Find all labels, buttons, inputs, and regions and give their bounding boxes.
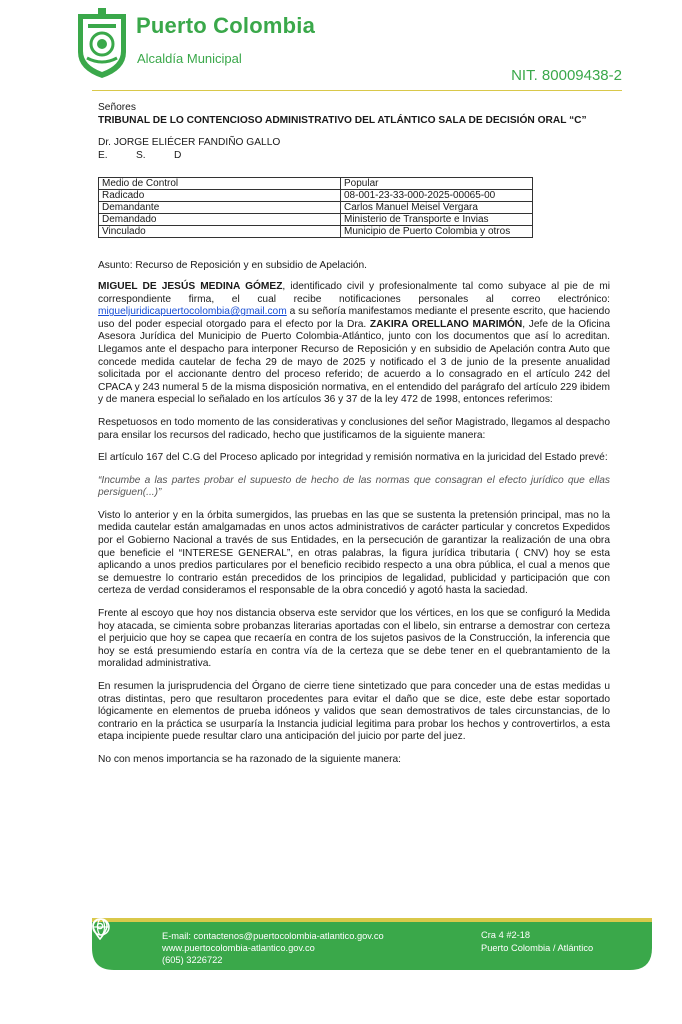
judge-name: Dr. JORGE ELIÉCER FANDIÑO GALLO: [98, 137, 281, 149]
letter-body: [98, 102, 610, 767]
asunto-line: Asunto: Recurso de Reposición y en subsidio de Apelación.: [98, 260, 368, 272]
paragraph-intro: [98, 281, 610, 407]
esd-s: S.: [136, 149, 146, 161]
municipal-shield-logo: [74, 8, 130, 80]
footer-phone: (605) 3226722: [162, 955, 223, 965]
brand-title: Puerto Colombia: [136, 13, 316, 38]
footer-address: [481, 929, 593, 955]
table-row: [99, 214, 533, 226]
table-value: Carlos Manuel Meisel Vergara: [341, 202, 533, 214]
table-value: Popular: [341, 178, 533, 190]
footer-address-line1: Cra 4 #2-18: [481, 930, 531, 940]
table-label: Vinculado: [99, 226, 341, 238]
table-row: [99, 190, 533, 202]
greeting: Señores: [98, 102, 136, 113]
author-name: MIGUEL DE JESÚS MEDINA GÓMEZ: [98, 280, 283, 292]
table-value: Municipio de Puerto Colombia y otros: [341, 226, 533, 238]
table-label: Demandante: [99, 202, 341, 214]
paragraph-4: Visto lo anterior y en la órbita sumergidos, las pruebas en las que se sustenta la pretensión principal, mas no la medida cautelar están amalgamadas en unos actos administrativos de carácter particular y concretos Expedidos por el Gobierno Nacional a través de sus Entidades, en la persecución de garantizar la realización de una obra que beneficie el “INTERESE GENERAL”, en otras palabras, la figura jurídica tributaria ( CNV) hoy se esta aplicando a unos predios particulares por el beneficio recibido respecto a una obra pública, el cual a menos que se demuestre lo contrario están precedidos de los principios de legalidad, publicidad y participación que con certeza de verdad consideramos el responsable de la obra concedió y agotó hasta la saciedad.: [98, 509, 610, 597]
brand-subtitle: Alcaldía Municipal: [137, 51, 242, 66]
nit-number: NIT. 80009438-2: [511, 67, 622, 84]
footer-website[interactable]: www.puertocolombia-atlantico.gov.co: [162, 943, 315, 953]
table-value: 08-001-23-33-000-2025-00065-00: [341, 190, 533, 202]
table-label: Medio de Control: [99, 178, 341, 190]
footer-address-line2: Puerto Colombia / Atlántico: [481, 943, 594, 953]
legal-quote: “Incumbe a las partes probar el supuesto de hecho de las normas que consagran el efecto jurídico que ellas persiguen(...)”: [98, 474, 610, 499]
paragraph-6: En resumen la jurisprudencia del Órgano de cierre tiene sintetizado que para conceder una de estas medidas u otras distintas, pero que resultaron procedentes para evitar el daño que se dice, este debe estar soportado lógicamente en elementos de prueba idóneos y validos que sean demostrativos de tales circunstancias, de lo contrario en la práctica se usurparía la Instancia judicial legitima para probar los hechos y controvertirlos, a esta etapa incipiente puede resultar claro una anticipación del juicio por parte del juez.: [98, 681, 610, 743]
table-row: [99, 226, 533, 238]
table-value: Ministerio de Transporte e Invias: [341, 214, 533, 226]
letterhead: [0, 0, 682, 95]
esd-line: [98, 150, 610, 163]
header-divider: [92, 90, 622, 91]
table-label: Demandado: [99, 214, 341, 226]
location-pin-icon: [92, 918, 108, 940]
table-row: [99, 178, 533, 190]
paragraph-3: El artículo 167 del C.G del Proceso aplicado por integridad y remisión normativa en la juricidad del Estado prevé:: [98, 452, 608, 464]
footer-email[interactable]: E-mail: contactenos@puertocolombia-atlantico.gov.co: [162, 931, 384, 941]
email-link[interactable]: migueljuridicapuertocolombia@gmail.com: [98, 306, 287, 318]
paragraph-5: Frente al escoyo que hoy nos distancia observa este servidor que los vértices, en los que se configuró la Medida hoy atacada, se cimienta sobre probanzas literarias aportadas con el libelo, sin entrarse a demostrar con certeza el perjuicio que hoy se capea que recaería en contra de los sujetos pasivos de la Construcción, la inferencia que hoy se está presumiendo estaría en contra vía de la certeza que se debe tener en el quebrantamiento de la moralidad administrativa.: [98, 608, 610, 670]
intro-text-c: , Jefe de la Oficina Asesora Jurídica del Municipio de Puerto Colombia-Atlántico, junto con los documentos que así lo acreditan. Llegamos ante el despacho para interponer Recurso de Reposición y en subsidio de Apelación contra Auto que concede medida cautelar de fecha 29 de mayo de 2025 y notificado el 3 de junio de la presente anualidad solicitada por el accionante dentro del proceso referido; de acuerdo a lo consagrado en el artículo 242 del CPACA y 243 numeral 5 de la misma disposición normativa, en el entendido del parágrafo del artículo 229 ibidem y de manera especial lo señalado en los artículos 36 y 37 de la ley 472 de 1998, entonces referimos:: [98, 318, 610, 406]
esd-e: E.: [98, 149, 108, 161]
paragraph-7: No con menos importancia se ha razonado de la siguiente manera:: [98, 753, 401, 765]
footer-banner: [92, 918, 652, 970]
table-row: [99, 202, 533, 214]
legal-head-name: ZAKIRA ORELLANO MARIMÓN: [369, 318, 523, 330]
footer-contact: [162, 930, 384, 966]
intro-text-b: a su señoría manifestamos mediante el presente escrito, que haciendo uso del poder especial otorgado para el efecto por la Dra.: [98, 306, 610, 330]
paragraph-2: Respetuosos en todo momento de las considerativas y conclusiones del señor Magistrado, llegamos al despacho para ensilar los recursos del radicado, hecho que justificamos de la siguiente manera:: [98, 416, 610, 441]
case-facts-table: [98, 177, 533, 238]
table-label: Radicado: [99, 190, 341, 202]
intro-text-a: , identificado civil y profesionalmente tal como subyace al pie de mi correspondiente firma, el cual recibe notificaciones personales al correo electrónico:: [98, 280, 610, 305]
esd-d: D: [174, 149, 182, 161]
tribunal-name: TRIBUNAL DE LO CONTENCIOSO ADMINISTRATIVO DEL ATLÁNTICO SALA DE DECISIÓN ORAL “C”: [98, 114, 587, 126]
